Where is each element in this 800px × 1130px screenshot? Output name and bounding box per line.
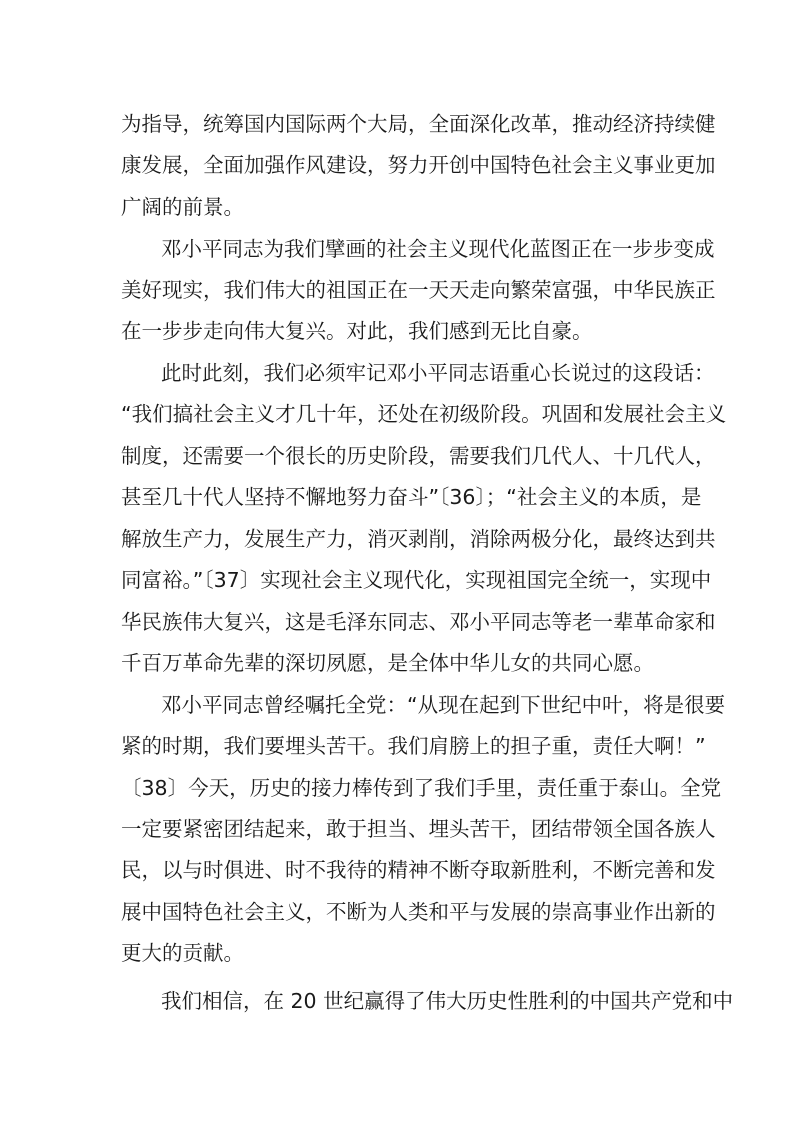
text-line: 一定要紧密团结起来，敢于担当、埋头苦干，团结带领全国各族人 bbox=[121, 817, 716, 841]
paragraph-start-line: 邓小平同志为我们擘画的社会主义现代化蓝图正在一步步变成 bbox=[161, 237, 715, 261]
text-line: 华民族伟大复兴，这是毛泽东同志、邓小平同志等老一辈革命家和 bbox=[121, 610, 716, 634]
text-line: 制度，还需要一个很长的历史阶段，需要我们几代人、十几代人， bbox=[121, 444, 716, 468]
text-line: 在一步步走向伟大复兴。对此，我们感到无比自豪。 bbox=[121, 319, 593, 343]
paragraph-start-line: 此时此刻，我们必须牢记邓小平同志语重心长说过的这段话： bbox=[161, 361, 715, 385]
text-line: 民，以与时俱进、时不我待的精神不断夺取新胜利，不断完善和发 bbox=[121, 858, 716, 882]
text-line: 广阔的前景。 bbox=[121, 195, 244, 219]
text-line: 〔38〕今天，历史的接力棒传到了我们手里，责任重于泰山。全党 bbox=[121, 776, 722, 800]
text-line: “我们搞社会主义才几十年，还处在初级阶段。巩固和发展社会主义 bbox=[121, 402, 727, 426]
text-line: 展中国特色社会主义，不断为人类和平与发展的崇高事业作出新的 bbox=[121, 900, 716, 924]
text-line: 康发展，全面加强作风建设，努力开创中国特色社会主义事业更加 bbox=[121, 153, 716, 177]
paragraph-start-line: 邓小平同志曾经嘱托全党：“从现在起到下世纪中叶，将是很要 bbox=[161, 693, 726, 717]
text-line: 美好现实，我们伟大的祖国正在一天天走向繁荣富强，中华民族正 bbox=[121, 278, 716, 302]
text-line: 甚至几十代人坚持不懈地努力奋斗”〔36〕；“社会主义的本质，是 bbox=[121, 485, 702, 509]
text-line: 解放生产力，发展生产力，消灭剥削，消除两极分化，最终达到共 bbox=[121, 527, 716, 551]
text-line: 千百万革命先辈的深切夙愿，是全体中华儿女的共同心愿。 bbox=[121, 651, 654, 675]
text-line: 紧的时期，我们要埋头苦干。我们肩膀上的担子重，责任大啊！” bbox=[121, 734, 706, 758]
text-line: 同富裕。”〔37〕实现社会主义现代化，实现祖国完全统一，实现中 bbox=[121, 568, 712, 592]
text-line: 更大的贡献。 bbox=[121, 941, 244, 965]
paragraph-start-line: 我们相信，在 20 世纪赢得了伟大历史性胜利的中国共产党和中 bbox=[161, 989, 734, 1013]
text-line: 为指导，统筹国内国际两个大局，全面深化改革，推动经济持续健 bbox=[121, 112, 716, 136]
